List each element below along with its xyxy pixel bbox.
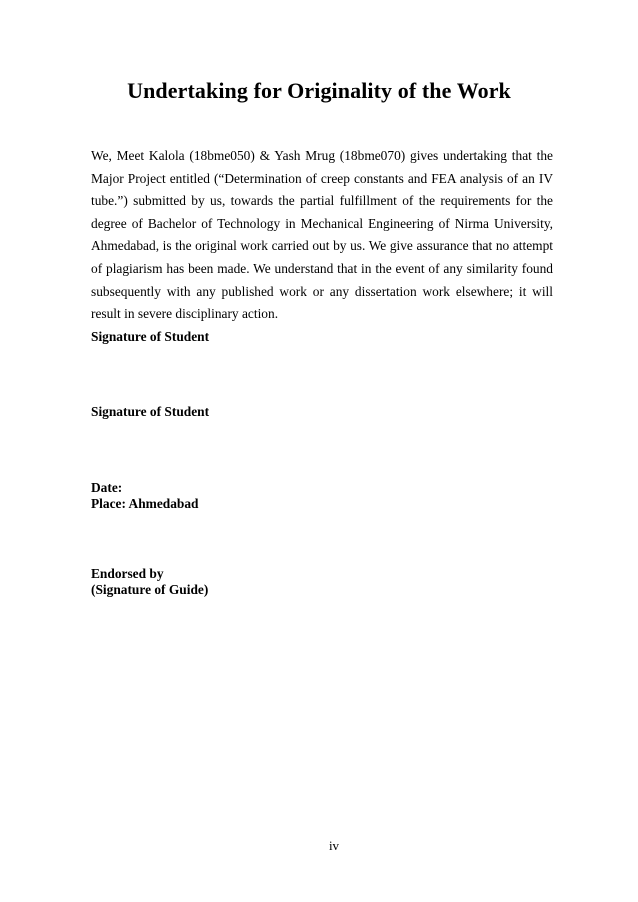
page-number: iv xyxy=(328,838,340,853)
page-title: Undertaking for Originality of the Work xyxy=(127,78,511,103)
undertaking-paragraph: We, Meet Kalola (18bme050) & Yash Mrug (18bme070) gives undertaking that the Major Project entitled (“Determination of creep constants and FEA analysis of an IV tube.”) submitted by us, towards the partial fulfillment of the requirements for the degree of Bachelor of Technology in Mechanical Engineering of Nirma University, Ahmedabad, is the original work carried out by us. We give assurance that no attempt of plagiarism has been made. We understand that in the event of any similarity found subsequently with any published work or any dissertation work elsewhere; it will result in severe disciplinary action. xyxy=(91,148,553,322)
student-signature-label-2: Signature of Student xyxy=(91,404,210,419)
date-label: Date: xyxy=(91,480,123,495)
guide-signature-label: (Signature of Guide) xyxy=(91,582,209,597)
student-signature-label-1: Signature of Student xyxy=(91,329,210,344)
endorsed-by-label: Endorsed by xyxy=(91,566,164,581)
place-label: Place: Ahmedabad xyxy=(91,496,199,511)
